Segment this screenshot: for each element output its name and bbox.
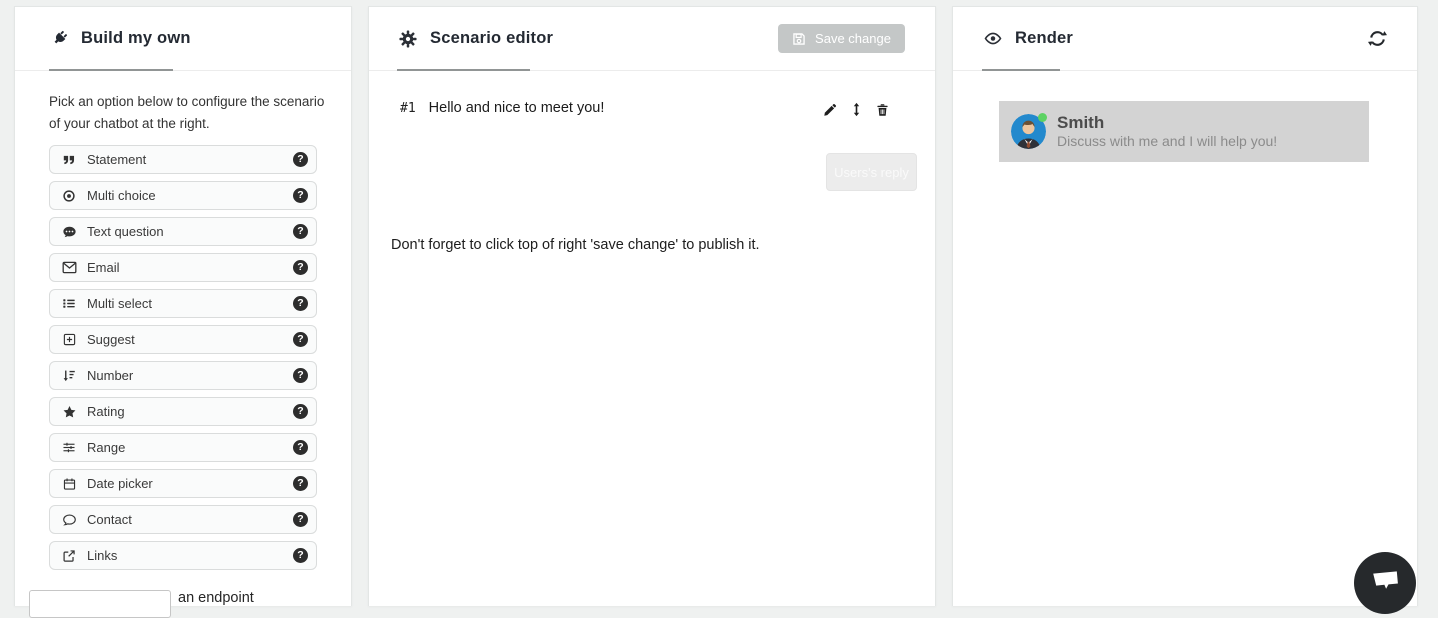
help-icon[interactable]: ?	[293, 260, 308, 275]
sort-numeric-icon	[61, 369, 77, 383]
build-panel	[14, 6, 352, 606]
eye-icon	[984, 31, 1002, 46]
gear-icon	[399, 30, 417, 48]
option-label: Rating	[87, 404, 125, 419]
option-multi-select[interactable]	[49, 289, 317, 318]
help-icon[interactable]: ?	[293, 332, 308, 347]
comment-dots-icon	[61, 225, 77, 239]
step-message: Hello and nice to meet you!	[428, 100, 605, 116]
option-label: Multi select	[87, 296, 153, 311]
render-panel-title: Render	[1015, 29, 1074, 47]
avatar	[1011, 114, 1046, 149]
refresh-icon[interactable]	[1368, 29, 1387, 48]
option-rating[interactable]	[49, 397, 317, 426]
save-icon	[792, 32, 806, 46]
option-label: Range	[87, 440, 126, 455]
render-panel	[952, 6, 1418, 606]
option-email[interactable]	[49, 253, 317, 282]
build-panel-header	[15, 7, 351, 71]
partial-endpoint-text: an endpoint	[178, 590, 254, 606]
scenario-editor-title: Scenario editor	[430, 29, 554, 47]
radio-icon	[61, 189, 77, 203]
step-number: #1	[400, 101, 416, 116]
build-intro-text: Pick an option below to configure the scenario of your chatbot at the right.	[49, 94, 325, 131]
step-actions	[823, 102, 889, 117]
star-icon	[61, 405, 77, 419]
help-icon[interactable]: ?	[293, 152, 308, 167]
help-icon[interactable]: ?	[293, 512, 308, 527]
plus-square-icon	[61, 333, 77, 346]
option-contact[interactable]	[49, 505, 317, 534]
partial-input[interactable]	[29, 590, 171, 618]
plug-icon	[51, 30, 68, 47]
help-icon[interactable]: ?	[293, 440, 308, 455]
users-reply-button[interactable]: Users's reply	[826, 153, 917, 191]
option-text-question[interactable]	[49, 217, 317, 246]
online-status-dot	[1038, 113, 1047, 122]
option-label: Statement	[87, 152, 147, 167]
build-panel-title: Build my own	[81, 29, 191, 47]
help-icon[interactable]: ?	[293, 404, 308, 419]
scenario-editor-header	[369, 7, 935, 71]
save-change-button[interactable]	[778, 24, 905, 53]
help-icon[interactable]: ?	[293, 296, 308, 311]
option-range[interactable]	[49, 433, 317, 462]
external-link-icon	[61, 549, 77, 563]
help-icon[interactable]: ?	[293, 476, 308, 491]
option-label: Text question	[87, 224, 164, 239]
comment-icon	[61, 513, 77, 527]
scenario-editor-panel	[368, 6, 936, 606]
save-change-label: Save change	[815, 31, 891, 46]
edit-icon[interactable]	[823, 103, 837, 117]
delete-icon[interactable]	[876, 103, 889, 117]
option-label: Email	[87, 260, 120, 275]
scenario-step-row	[400, 100, 604, 116]
list-icon	[61, 297, 77, 310]
option-label: Contact	[87, 512, 132, 527]
option-date-picker[interactable]	[49, 469, 317, 498]
chat-preview-header	[999, 101, 1369, 162]
chat-widget-button[interactable]	[1354, 552, 1416, 614]
option-multi-choice[interactable]	[49, 181, 317, 210]
quote-icon	[61, 153, 77, 166]
option-label: Suggest	[87, 332, 135, 347]
option-number[interactable]	[49, 361, 317, 390]
option-label: Links	[87, 548, 118, 563]
publish-note: Don't forget to click top of right 'save change' to publish it.	[391, 236, 760, 253]
help-icon[interactable]: ?	[293, 368, 308, 383]
render-panel-header	[953, 7, 1417, 71]
calendar-icon	[61, 477, 77, 491]
help-icon[interactable]: ?	[293, 188, 308, 203]
bot-name: Smith	[1057, 113, 1105, 132]
help-icon[interactable]: ?	[293, 548, 308, 563]
option-label: Number	[87, 368, 134, 383]
option-suggest[interactable]	[49, 325, 317, 354]
bot-message: Discuss with me and I will help you!	[1057, 133, 1278, 149]
envelope-icon	[61, 261, 77, 274]
option-label: Date picker	[87, 476, 153, 491]
move-icon[interactable]	[852, 102, 861, 117]
chat-bubble-icon	[1370, 566, 1401, 596]
option-statement[interactable]	[49, 145, 317, 174]
sliders-icon	[61, 441, 77, 454]
option-label: Multi choice	[87, 188, 156, 203]
help-icon[interactable]: ?	[293, 224, 308, 239]
option-links[interactable]	[49, 541, 317, 570]
title-underline	[49, 69, 173, 71]
